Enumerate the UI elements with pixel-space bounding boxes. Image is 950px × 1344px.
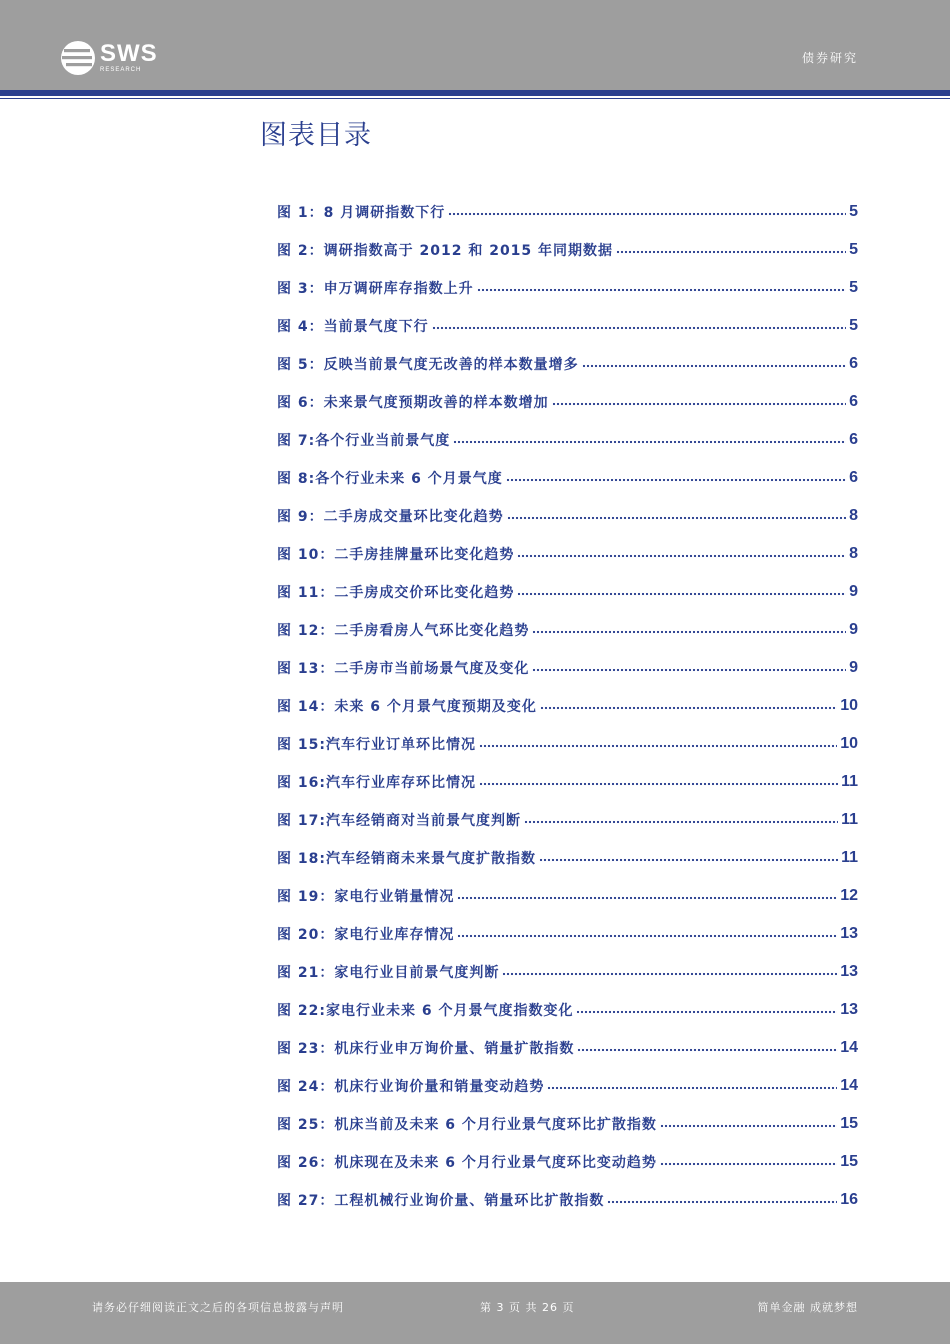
toc-entry[interactable] [277, 877, 858, 915]
toc-entry-label[interactable]: 图 4：当前景气度下行 [277, 319, 429, 335]
toc-entry-page-number[interactable]: 9 [849, 583, 858, 600]
toc-entry-label[interactable]: 图 11：二手房成交价环比变化趋势 [277, 585, 515, 601]
toc-entry-page-number[interactable]: 13 [840, 1001, 858, 1018]
toc-entry[interactable] [277, 991, 858, 1029]
footer-pagination: 第 3 页 共 26 页 [480, 1301, 575, 1314]
toc-entry[interactable] [277, 687, 858, 725]
toc-entry-page-number[interactable]: 6 [849, 469, 858, 486]
toc-entry-label[interactable]: 图 1：8 月调研指数下行 [277, 205, 446, 221]
toc-entry[interactable] [277, 193, 858, 231]
toc-entry[interactable] [277, 839, 858, 877]
toc-entry-label[interactable]: 图 25：机床当前及未来 6 个月行业景气度环比扩散指数 [277, 1117, 657, 1133]
toc-entry-label[interactable]: 图 22:家电行业未来 6 个月景气度指数变化 [277, 1003, 574, 1019]
toc-entry[interactable] [277, 231, 858, 269]
toc-entry-label[interactable]: 图 5：反映当前景气度无改善的样本数量增多 [277, 357, 579, 373]
toc-entry-page-number[interactable]: 13 [840, 925, 858, 942]
toc-entry[interactable] [277, 345, 858, 383]
toc-entry-page-number[interactable]: 11 [841, 811, 858, 828]
toc-entry-label[interactable]: 图 27：工程机械行业询价量、销量环比扩散指数 [277, 1193, 605, 1209]
table-of-figures [277, 193, 858, 1219]
toc-entry-page-number[interactable]: 11 [841, 849, 858, 866]
toc-entry-label[interactable]: 图 12：二手房看房人气环比变化趋势 [277, 623, 530, 639]
toc-entry-page-number[interactable]: 15 [840, 1115, 858, 1132]
toc-dot-leader [524, 815, 838, 829]
toc-dot-leader [576, 1005, 837, 1019]
toc-entry-page-number[interactable]: 12 [840, 887, 858, 904]
toc-entry-label[interactable]: 图 18:汽车经销商未来景气度扩散指数 [277, 851, 536, 867]
toc-entry-label[interactable]: 图 13：二手房市当前场景气度及变化 [277, 661, 530, 677]
toc-dot-leader [547, 1081, 837, 1095]
toc-entry-label[interactable]: 图 16:汽车行业库存环比情况 [277, 775, 476, 791]
toc-entry[interactable] [277, 915, 858, 953]
toc-dot-leader [517, 549, 846, 563]
toc-entry-page-number[interactable]: 6 [849, 431, 858, 448]
toc-dot-leader [507, 511, 846, 525]
logo-subtext: RESEARCH [100, 67, 142, 73]
sws-logo [60, 38, 158, 78]
header-divider-thin [0, 98, 950, 99]
toc-entry-page-number[interactable]: 10 [840, 697, 858, 714]
toc-entry-label[interactable]: 图 9：二手房成交量环比变化趋势 [277, 509, 504, 525]
toc-entry[interactable] [277, 801, 858, 839]
toc-dot-leader [552, 397, 846, 411]
toc-dot-leader [448, 207, 846, 221]
toc-entry-page-number[interactable]: 9 [849, 621, 858, 638]
toc-dot-leader [532, 625, 846, 639]
toc-entry-page-number[interactable]: 6 [849, 355, 858, 372]
toc-dot-leader [540, 701, 837, 715]
toc-entry-label[interactable]: 图 23：机床行业申万询价量、销量扩散指数 [277, 1041, 575, 1057]
toc-entry-label[interactable]: 图 2：调研指数高于 2012 和 2015 年同期数据 [277, 243, 614, 259]
toc-entry[interactable] [277, 1143, 858, 1181]
toc-dot-leader [477, 283, 846, 297]
toc-entry[interactable] [277, 459, 858, 497]
page-title: 图表目录 [260, 120, 372, 151]
page-header [0, 0, 950, 90]
toc-entry[interactable] [277, 611, 858, 649]
toc-entry-page-number[interactable]: 15 [840, 1153, 858, 1170]
toc-entry[interactable] [277, 1181, 858, 1219]
page-footer [0, 1282, 950, 1344]
toc-entry-label[interactable]: 图 14：未来 6 个月景气度预期及变化 [277, 699, 537, 715]
toc-entry-label[interactable]: 图 19：家电行业销量情况 [277, 889, 455, 905]
toc-entry-label[interactable]: 图 24：机床行业询价量和销量变动趋势 [277, 1079, 545, 1095]
toc-entry-page-number[interactable]: 5 [849, 317, 858, 334]
toc-entry[interactable] [277, 573, 858, 611]
toc-entry-page-number[interactable]: 8 [849, 507, 858, 524]
toc-entry-page-number[interactable]: 13 [840, 963, 858, 980]
toc-dot-leader [539, 853, 838, 867]
toc-dot-leader [616, 245, 846, 259]
toc-dot-leader [506, 473, 846, 487]
toc-entry[interactable] [277, 1067, 858, 1105]
sws-logo-icon [60, 40, 96, 76]
toc-entry[interactable] [277, 383, 858, 421]
toc-entry-label[interactable]: 图 8:各个行业未来 6 个月景气度 [277, 471, 503, 487]
toc-dot-leader [607, 1195, 837, 1209]
toc-entry-page-number[interactable]: 5 [849, 241, 858, 258]
toc-entry[interactable] [277, 421, 858, 459]
footer-disclaimer: 请务必仔细阅读正文之后的各项信息披露与声明 [92, 1301, 344, 1314]
toc-dot-leader [457, 929, 837, 943]
footer-slogan: 简单金融 成就梦想 [757, 1301, 858, 1314]
toc-entry-page-number[interactable]: 8 [849, 545, 858, 562]
toc-entry[interactable] [277, 953, 858, 991]
logo-wordmark: SWS [100, 40, 158, 67]
toc-entry[interactable] [277, 535, 858, 573]
toc-entry-page-number[interactable]: 16 [840, 1191, 858, 1208]
toc-entry-page-number[interactable]: 9 [849, 659, 858, 676]
toc-entry-label[interactable]: 图 26：机床现在及未来 6 个月行业景气度环比变动趋势 [277, 1155, 657, 1171]
toc-entry-label[interactable]: 图 17:汽车经销商对当前景气度判断 [277, 813, 521, 829]
toc-entry-label[interactable]: 图 20：家电行业库存情况 [277, 927, 455, 943]
toc-entry-page-number[interactable]: 11 [841, 773, 858, 790]
toc-entry-label[interactable]: 图 15:汽车行业订单环比情况 [277, 737, 476, 753]
toc-dot-leader [479, 777, 838, 791]
toc-dot-leader [502, 967, 837, 981]
toc-entry[interactable] [277, 497, 858, 535]
toc-entry-page-number[interactable]: 6 [849, 393, 858, 410]
toc-entry[interactable] [277, 725, 858, 763]
toc-entry-label[interactable]: 图 10：二手房挂牌量环比变化趋势 [277, 547, 515, 563]
toc-dot-leader [582, 359, 846, 373]
toc-entry-page-number[interactable]: 14 [840, 1077, 858, 1094]
toc-dot-leader [457, 891, 837, 905]
report-type-label: 债券研究 [801, 51, 858, 65]
toc-dot-leader [660, 1119, 837, 1133]
toc-dot-leader [432, 321, 846, 335]
toc-dot-leader [577, 1043, 837, 1057]
toc-entry-label[interactable]: 图 21：家电行业目前景气度判断 [277, 965, 500, 981]
toc-entry-page-number[interactable]: 14 [840, 1039, 858, 1056]
toc-dot-leader [532, 663, 846, 677]
header-divider [0, 90, 950, 96]
toc-entry[interactable] [277, 763, 858, 801]
toc-entry-page-number[interactable]: 10 [840, 735, 858, 752]
toc-entry[interactable] [277, 649, 858, 687]
toc-entry-page-number[interactable]: 5 [849, 203, 858, 220]
toc-entry-page-number[interactable]: 5 [849, 279, 858, 296]
toc-dot-leader [660, 1157, 837, 1171]
toc-entry[interactable] [277, 1105, 858, 1143]
toc-entry[interactable] [277, 307, 858, 345]
toc-entry[interactable] [277, 269, 858, 307]
toc-dot-leader [453, 435, 846, 449]
toc-dot-leader [479, 739, 837, 753]
toc-dot-leader [517, 587, 846, 601]
toc-entry-label[interactable]: 图 7:各个行业当前景气度 [277, 433, 451, 449]
toc-entry[interactable] [277, 1029, 858, 1067]
toc-entry-label[interactable]: 图 3：申万调研库存指数上升 [277, 281, 474, 297]
toc-entry-label[interactable]: 图 6：未来景气度预期改善的样本数增加 [277, 395, 549, 411]
